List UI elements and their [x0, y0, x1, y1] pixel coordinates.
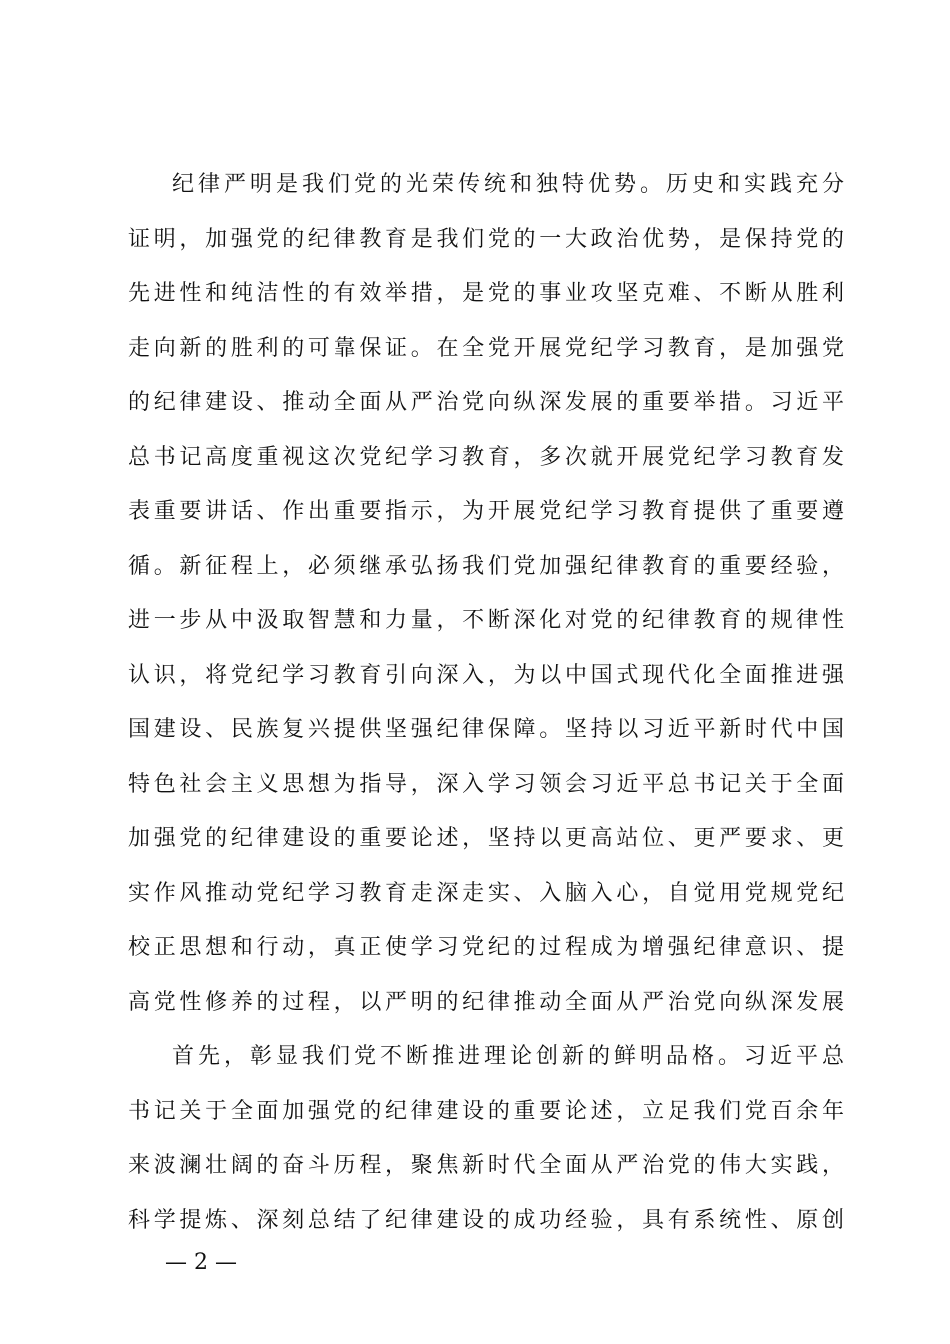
page-number: — 2 — — [165, 1250, 237, 1275]
paragraph-1-line-8: 循。新征程上，必须继承弘扬我们党加强纪律教育的重要经验， — [128, 553, 844, 579]
paragraph-1-line-4: 走向新的胜利的可靠保证。在全党开展党纪学习教育，是加强党 — [128, 335, 844, 361]
paragraph-2-line-1: 首先，彰显我们党不断推进理论创新的鲜明品格。习近平总 — [172, 1044, 844, 1069]
paragraph-1-line-12: 特色社会主义思想为指导，深入学习领会习近平总书记关于全面 — [128, 771, 844, 797]
paragraph-1-line-13: 加强党的纪律建设的重要论述，坚持以更高站位、更严要求、更 — [128, 826, 844, 851]
paragraph-1-line-3: 先进性和纯洁性的有效举措，是党的事业攻坚克难、不断从胜利 — [128, 281, 844, 306]
paragraph-1-line-15: 校正思想和行动，真正使学习党纪的过程成为增强纪律意识、提 — [128, 935, 844, 960]
paragraph-1-line-16: 高党性修养的过程，以严明的纪律推动全面从严治党向纵深发展 — [128, 989, 844, 1015]
paragraph-1-line-9: 进一步从中汲取智慧和力量，不断深化对党的纪律教育的规律性 — [128, 608, 844, 633]
body-text — [128, 158, 844, 1248]
paragraph-2-line-4: 科学提炼、深刻总结了纪律建设的成功经验，具有系统性、原创 — [128, 1207, 844, 1233]
paragraph-1-line-10: 认识，将党纪学习教育引向深入，为以中国式现代化全面推进强 — [128, 662, 844, 688]
paragraph-1-line-14: 实作风推动党纪学习教育走深走实、入脑入心，自觉用党规党纪 — [128, 880, 844, 906]
paragraph-1-line-1: 纪律严明是我们党的光荣传统和独特优势。历史和实践充分 — [172, 172, 844, 197]
paragraph-1-line-6: 总书记高度重视这次党纪学习教育，多次就开展党纪学习教育发 — [128, 444, 844, 470]
paragraph-2-line-3: 来波澜壮阔的奋斗历程，聚焦新时代全面从严治党的伟大实践， — [128, 1153, 844, 1178]
paragraph-2-line-2: 书记关于全面加强党的纪律建设的重要论述，立足我们党百余年 — [128, 1098, 844, 1124]
paragraph-1-line-5: 的纪律建设、推动全面从严治党向纵深发展的重要举措。习近平 — [128, 390, 844, 415]
paragraph-1-line-11: 国建设、民族复兴提供坚强纪律保障。坚持以习近平新时代中国 — [128, 717, 844, 742]
paragraph-1-line-7: 表重要讲话、作出重要指示，为开展党纪学习教育提供了重要遵 — [128, 499, 844, 524]
paragraph-1-line-2: 证明，加强党的纪律教育是我们党的一大政治优势，是保持党的 — [128, 226, 844, 252]
